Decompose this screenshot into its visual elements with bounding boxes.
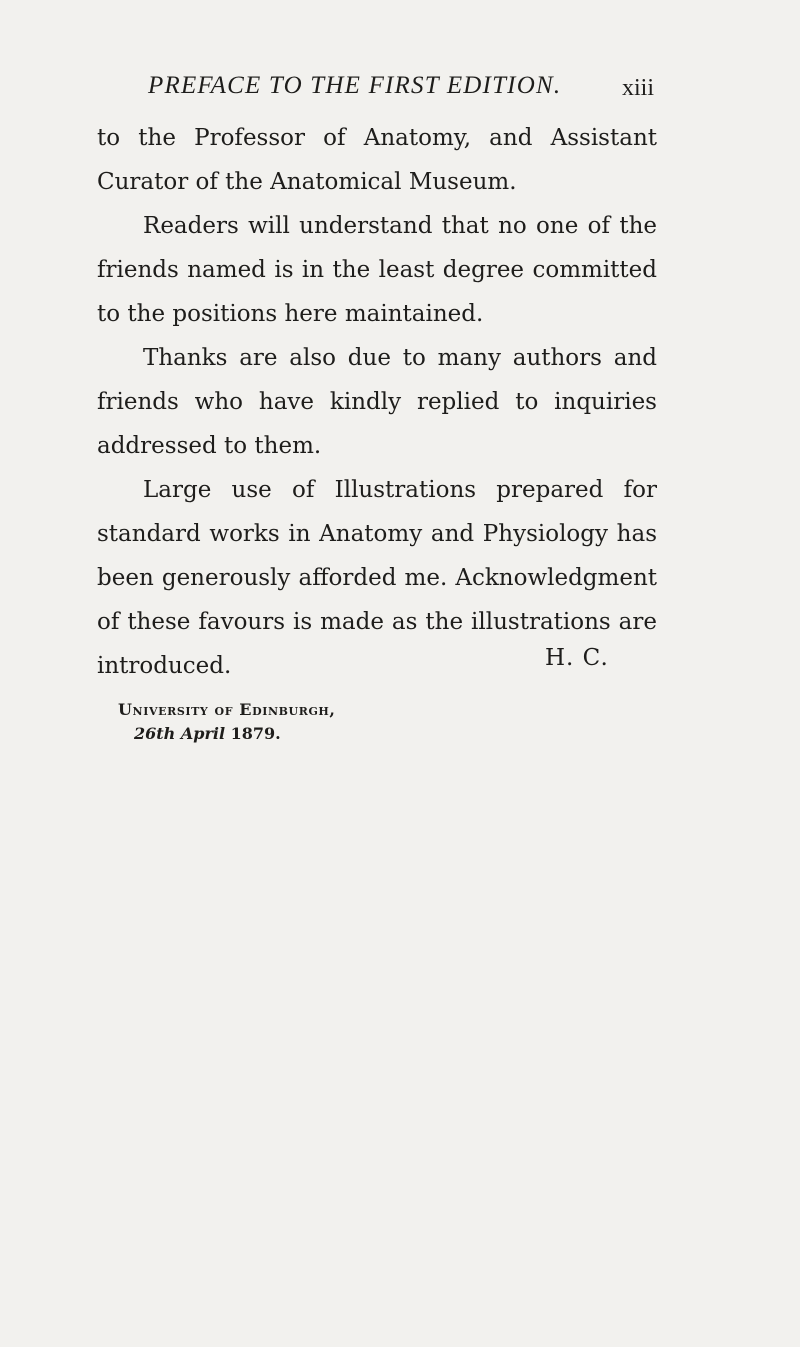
paragraph-illustrations: Large use of Illustrations prepared for standard works in Anatomy and Physiology has been generously afforded me. Acknowledgment of these favours is made as the illustrations are introduced. <box>97 477 657 679</box>
paragraph-thanks-authors: Thanks are also due to many authors and friends who have kindly replied to inquiries addressed to them. <box>97 345 657 459</box>
dateline-day: 26th <box>134 724 176 743</box>
running-title: PREFACE TO THE FIRST EDITION. <box>148 72 562 99</box>
paragraph-readers-note: Readers will understand that no one of the friends named is in the least degree committed to the positions here maintained. <box>97 213 657 327</box>
dateline-place: University of Edinburgh, <box>118 700 336 719</box>
paragraph-acknowledgment-continued: to the Professor of Anatomy, and Assistant Curator of the Anatomical Museum. <box>97 125 657 195</box>
dateline-date <box>118 722 336 746</box>
dateline-month: April <box>180 724 226 743</box>
body-text <box>97 116 657 688</box>
dateline-year: 1879. <box>230 724 281 743</box>
author-initials: H. C. <box>545 645 609 671</box>
dateline <box>118 698 336 746</box>
page-number: xiii <box>621 75 654 101</box>
running-head <box>0 70 800 104</box>
